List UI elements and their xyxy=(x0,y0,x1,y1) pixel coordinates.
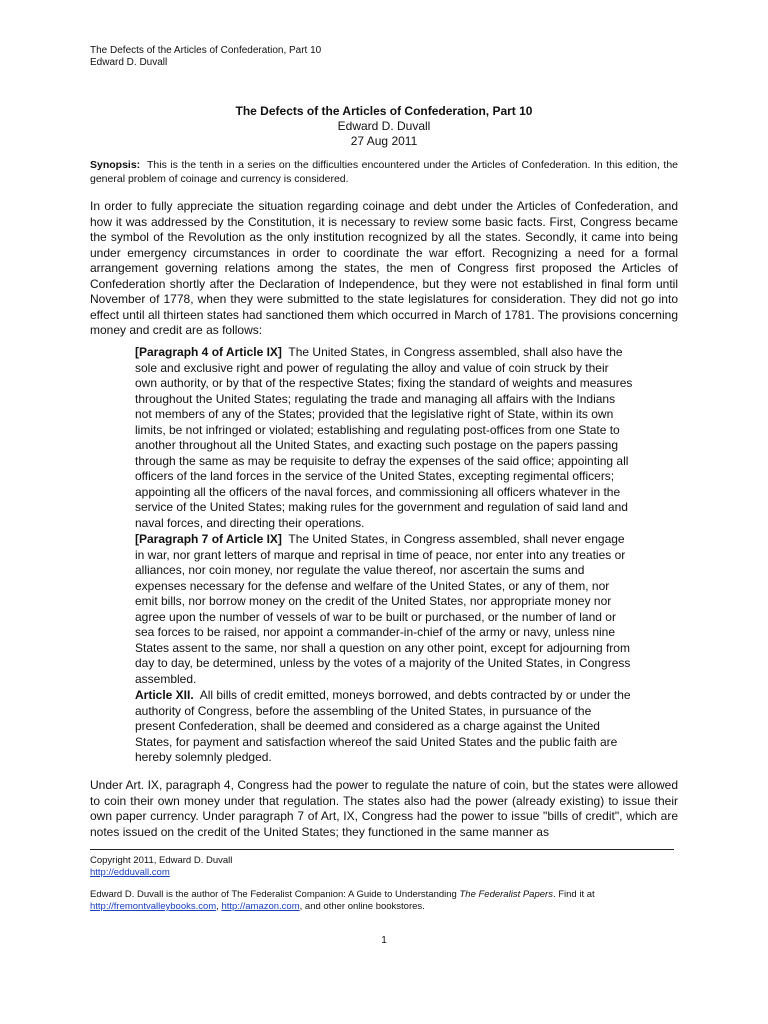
running-header-title: The Defects of the Articles of Confederation, Part 10 xyxy=(90,45,322,56)
author-site-link[interactable]: http://edduvall.com xyxy=(90,867,170,878)
document-author: Edward D. Duvall xyxy=(337,119,431,133)
amazon-link[interactable]: http://amazon.com xyxy=(221,901,300,912)
synopsis-label: Synopsis: xyxy=(90,159,141,171)
title-block xyxy=(90,104,678,149)
quote-label: Article XII. xyxy=(135,688,194,702)
quote-text: The United States, in Congress assembled, shall never engage in war, nor grant letters of marque and reprisal in time of peace, nor enter into any treaties or alliances, nor coin money, nor regulate the value thereof, nor ascertain the sums and expenses necessary for the defense and welfare of the United States, or any of them, nor emit bills, nor borrow money on the credit of the United States, nor appropriate money nor agree upon the number of vessels of war to be built or purchased, or the number of land or sea forces to be raised, nor appoint a commander-in-chief of the army or navy, unless nine States assent to the same, nor shall a question on any other point, except for adjourning from day to day, be determined, unless by the votes of a majority of the United States, in Congress assembled. xyxy=(135,532,631,686)
book-title: The Federalist Papers xyxy=(459,889,553,900)
closing-paragraph: Under Art. IX, paragraph 4, Congress had the power to regulate the nature of coin, but the states were allowed to coin their own money under that regulation. The states also had the power (already existing) to issue their own paper currency. Under paragraph 7 of Art, IX, Congress had the power to issue "bills of credit", which are notes issued on the credit of the United States; they functioned in the same manner as xyxy=(90,778,678,839)
synopsis-text: This is the tenth in a series on the difficulties encountered under the Articles of Confederation. In this edition, the general problem of coinage and currency is considered. xyxy=(90,159,678,185)
document-date: 27 Aug 2011 xyxy=(350,134,418,148)
quote-label: [Paragraph 4 of Article IX] xyxy=(135,345,282,359)
bookstore-links: http://fremontvalleybooks.com, http://amazon.com, and other online bookstores. xyxy=(90,901,425,912)
quote-article-xii xyxy=(135,688,633,766)
footer xyxy=(90,855,678,913)
quote-paragraph-4-article-ix xyxy=(135,345,633,531)
copyright-line: Copyright 2011, Edward D. Duvall xyxy=(90,855,233,866)
running-header xyxy=(90,45,321,69)
quote-paragraph-7-article-ix xyxy=(135,532,633,687)
quote-text: The United States, in Congress assembled, shall also have the sole and exclusive right and power of regulating the alloy and value of coin struck by their own authority, or by that of the respective States; fixing the standard of weights and measures throughout the United States; regulating the trade and managing all affairs with the Indians not members of any of the States; provided that the legislative right of State, within its own limits, be not infringed or violated; establishing and regulating post-offices from one State to another throughout all the United States, and exacting such postage on the papers passing through the same as may be requisite to defray the expenses of the said office; appointing all officers of the land forces in the service of the United States, excepting regimental officers; appointing all the officers of the naval forces, and commissioning all officers whatever in the service of the United States; making rules for the government and regulation of said land and naval forces, and directing their operations. xyxy=(135,345,633,530)
page-number: 1 xyxy=(381,935,387,946)
footnote-divider xyxy=(90,849,674,850)
author-bio: Edward D. Duvall is the author of The Federalist Companion: A Guide to Understanding The Federalist Papers. Find it at xyxy=(90,889,595,900)
quote-text: All bills of credit emitted, moneys borrowed, and debts contracted by or under the authority of Congress, before the assembling of the United States, in pursuance of the present Confederation, shall be deemed and considered as a charge against the United States, for payment and satisfaction whereof the said United States and the public faith are hereby solemnly pledged. xyxy=(135,688,631,764)
synopsis xyxy=(90,158,678,186)
fremontvalleybooks-link[interactable]: http://fremontvalleybooks.com xyxy=(90,901,217,912)
intro-paragraph: In order to fully appreciate the situation regarding coinage and debt under the Articles of Confederation, and how it was addressed by the Constitution, it is necessary to review some basic facts. First, Congress became the symbol of the Revolution as the only institution recognized by all the states. Secondly, it came into being under emergency circumstances in order to coordinate the war effort. Recognizing a need for a formal arrangement governing relations among the states, the men of Congress first proposed the Articles of Confederation shortly after the Declaration of Independence, but they were not established in final form until November of 1778, when they were submitted to the state legislatures for consideration. They did not go into effect until all thirteen states had sanctioned them which occurred in March of 1781. The provisions concerning money and credit are as follows: xyxy=(90,199,678,337)
quote-label: [Paragraph 7 of Article IX] xyxy=(135,532,282,546)
running-header-author: Edward D. Duvall xyxy=(90,57,168,68)
document-title: The Defects of the Articles of Confederation, Part 10 xyxy=(235,104,533,118)
